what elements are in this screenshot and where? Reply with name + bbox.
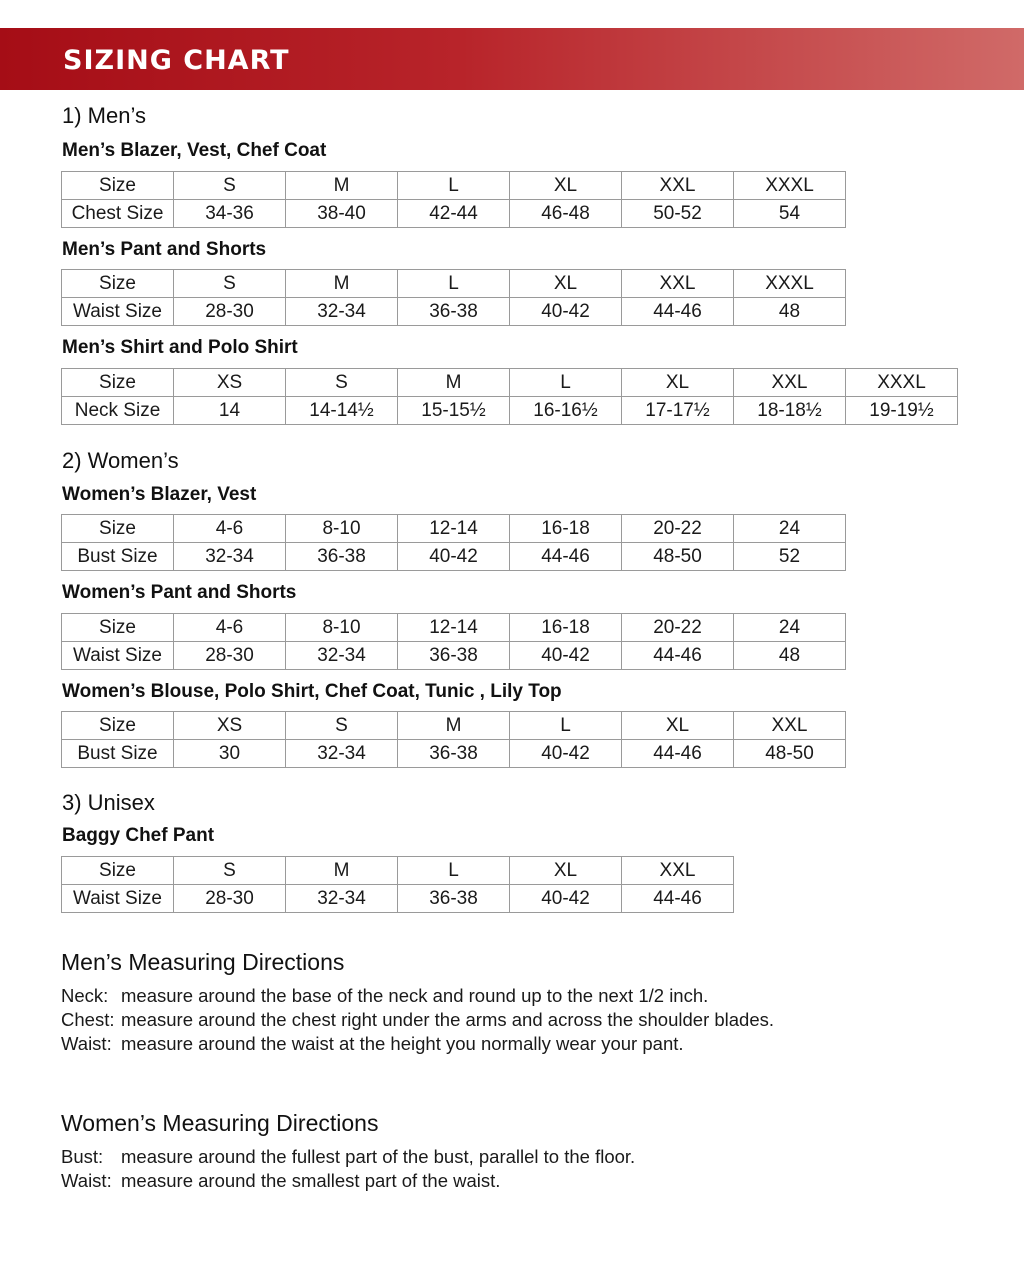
table-cell: 14-14½	[286, 397, 398, 425]
table-cell: 36-38	[398, 740, 510, 768]
table-cell: 8-10	[286, 515, 398, 543]
table-cell: 24	[734, 614, 846, 642]
table-cell: 15-15½	[398, 397, 510, 425]
measurement-row	[62, 397, 958, 425]
table-cell: S	[286, 712, 398, 740]
direction-text: measure around the chest right under the arms and across the shoulder blades.	[121, 1009, 775, 1030]
row-label-cell: Neck Size	[62, 397, 174, 425]
row-label-cell: Chest Size	[62, 200, 174, 228]
table-cell: 48	[734, 642, 846, 670]
table-cell: XXXL	[734, 172, 846, 200]
direction-term: Neck:	[61, 985, 109, 1006]
table-cell: 44-46	[622, 298, 734, 326]
table-cell: 4-6	[174, 614, 286, 642]
direction-text: measure around the base of the neck and round up to the next 1/2 inch.	[121, 985, 709, 1006]
table-cell: S	[174, 270, 286, 298]
table-cell: 40-42	[510, 298, 622, 326]
table-title-womens-pant: Women’s Pant and Shorts	[62, 582, 297, 603]
measurement-row	[62, 200, 846, 228]
table-cell: S	[174, 857, 286, 885]
table-cell: 20-22	[622, 614, 734, 642]
table-cell: 36-38	[398, 642, 510, 670]
size-header-row	[62, 614, 846, 642]
table-cell: L	[398, 857, 510, 885]
direction-term: Waist:	[61, 1170, 112, 1191]
size-header-row	[62, 172, 846, 200]
table-cell: 16-18	[510, 515, 622, 543]
row-label-cell: Waist Size	[62, 885, 174, 913]
table-cell: 36-38	[398, 885, 510, 913]
table-cell: 44-46	[622, 740, 734, 768]
size-table-baggy-chef-pant	[61, 856, 734, 913]
row-label-cell: Size	[62, 712, 174, 740]
size-header-row	[62, 712, 846, 740]
size-header-row	[62, 369, 958, 397]
direction-text: measure around the smallest part of the waist.	[121, 1170, 501, 1191]
direction-womens-waist	[61, 1170, 500, 1192]
table-cell: 36-38	[398, 298, 510, 326]
table-cell: 16-18	[510, 614, 622, 642]
table-cell: XL	[510, 172, 622, 200]
row-label-cell: Bust Size	[62, 740, 174, 768]
row-label-cell: Bust Size	[62, 543, 174, 571]
table-cell: 38-40	[286, 200, 398, 228]
table-cell: M	[398, 712, 510, 740]
size-table-womens-pant	[61, 613, 846, 670]
table-cell: 44-46	[622, 885, 734, 913]
table-cell: XXXL	[846, 369, 958, 397]
row-label-cell: Size	[62, 614, 174, 642]
table-cell: 32-34	[174, 543, 286, 571]
table-cell: 40-42	[510, 740, 622, 768]
table-cell: L	[398, 172, 510, 200]
table-cell: 44-46	[510, 543, 622, 571]
table-cell: M	[398, 369, 510, 397]
direction-text: measure around the waist at the height you normally wear your pant.	[121, 1033, 684, 1054]
table-cell: 17-17½	[622, 397, 734, 425]
table-cell: XL	[510, 270, 622, 298]
table-cell: M	[286, 270, 398, 298]
table-cell: 32-34	[286, 740, 398, 768]
table-cell: 48-50	[734, 740, 846, 768]
size-table-womens-blouse	[61, 711, 846, 768]
section-heading-mens: 1) Men’s	[62, 103, 146, 128]
table-cell: 32-34	[286, 885, 398, 913]
measurement-row	[62, 740, 846, 768]
table-title-womens-blazer: Women’s Blazer, Vest	[62, 484, 257, 505]
table-cell: L	[510, 369, 622, 397]
table-title-mens-blazer: Men’s Blazer, Vest, Chef Coat	[62, 140, 327, 161]
table-cell: 28-30	[174, 298, 286, 326]
table-title-mens-shirt: Men’s Shirt and Polo Shirt	[62, 337, 298, 358]
table-cell: XXL	[622, 172, 734, 200]
row-label-cell: Size	[62, 270, 174, 298]
table-cell: XL	[510, 857, 622, 885]
measurement-row	[62, 543, 846, 571]
table-cell: 32-34	[286, 298, 398, 326]
table-cell: XXXL	[734, 270, 846, 298]
size-table-mens-shirt	[61, 368, 958, 425]
direction-waist	[61, 1033, 684, 1055]
table-cell: XXL	[734, 712, 846, 740]
row-label-cell: Size	[62, 857, 174, 885]
table-cell: L	[398, 270, 510, 298]
row-label-cell: Waist Size	[62, 642, 174, 670]
table-cell: 54	[734, 200, 846, 228]
table-cell: 50-52	[622, 200, 734, 228]
table-cell: 44-46	[622, 642, 734, 670]
table-title-womens-blouse: Women’s Blouse, Polo Shirt, Chef Coat, Tunic , Lily Top	[62, 681, 562, 702]
table-cell: XL	[622, 369, 734, 397]
table-cell: L	[510, 712, 622, 740]
table-cell: 48	[734, 298, 846, 326]
table-cell: XS	[174, 369, 286, 397]
header-banner	[0, 28, 1024, 90]
size-header-row	[62, 857, 734, 885]
table-cell: 8-10	[286, 614, 398, 642]
table-cell: XS	[174, 712, 286, 740]
table-cell: 16-16½	[510, 397, 622, 425]
table-cell: 40-42	[398, 543, 510, 571]
mens-directions-heading: Men’s Measuring Directions	[61, 949, 345, 975]
row-label-cell: Waist Size	[62, 298, 174, 326]
direction-term: Chest:	[61, 1009, 115, 1030]
table-cell: 18-18½	[734, 397, 846, 425]
table-cell: 42-44	[398, 200, 510, 228]
direction-term: Bust:	[61, 1146, 104, 1167]
size-header-row	[62, 515, 846, 543]
table-cell: M	[286, 857, 398, 885]
direction-text: measure around the fullest part of the bust, parallel to the floor.	[121, 1146, 636, 1167]
table-cell: 28-30	[174, 885, 286, 913]
table-cell: XL	[622, 712, 734, 740]
size-table-mens-pant	[61, 269, 846, 326]
table-title-mens-pant: Men’s Pant and Shorts	[62, 239, 267, 260]
table-cell: 52	[734, 543, 846, 571]
table-cell: 34-36	[174, 200, 286, 228]
measurement-row	[62, 885, 734, 913]
table-cell: 36-38	[286, 543, 398, 571]
table-cell: 14	[174, 397, 286, 425]
table-title-baggy-chef-pant: Baggy Chef Pant	[62, 825, 215, 846]
table-cell: XXL	[622, 270, 734, 298]
table-cell: 48-50	[622, 543, 734, 571]
direction-term: Waist:	[61, 1033, 112, 1054]
table-cell: 20-22	[622, 515, 734, 543]
table-cell: 28-30	[174, 642, 286, 670]
table-cell: M	[286, 172, 398, 200]
size-table-womens-blazer	[61, 514, 846, 571]
row-label-cell: Size	[62, 172, 174, 200]
table-cell: 46-48	[510, 200, 622, 228]
page-title: SIZING CHART	[63, 45, 290, 76]
measurement-row	[62, 298, 846, 326]
size-table-mens-blazer	[61, 171, 846, 228]
table-cell: 12-14	[398, 614, 510, 642]
table-cell: 19-19½	[846, 397, 958, 425]
measurement-row	[62, 642, 846, 670]
section-heading-unisex: 3) Unisex	[62, 790, 155, 815]
row-label-cell: Size	[62, 515, 174, 543]
table-cell: XXL	[734, 369, 846, 397]
table-cell: 12-14	[398, 515, 510, 543]
table-cell: 40-42	[510, 885, 622, 913]
size-header-row	[62, 270, 846, 298]
table-cell: 4-6	[174, 515, 286, 543]
table-cell: 24	[734, 515, 846, 543]
section-heading-womens: 2) Women’s	[62, 448, 179, 473]
table-cell: 30	[174, 740, 286, 768]
direction-bust	[61, 1146, 635, 1168]
row-label-cell: Size	[62, 369, 174, 397]
direction-neck	[61, 985, 708, 1007]
table-cell: S	[286, 369, 398, 397]
direction-chest	[61, 1009, 774, 1031]
table-cell: S	[174, 172, 286, 200]
table-cell: XXL	[622, 857, 734, 885]
table-cell: 40-42	[510, 642, 622, 670]
table-cell: 32-34	[286, 642, 398, 670]
womens-directions-heading: Women’s Measuring Directions	[61, 1110, 379, 1136]
